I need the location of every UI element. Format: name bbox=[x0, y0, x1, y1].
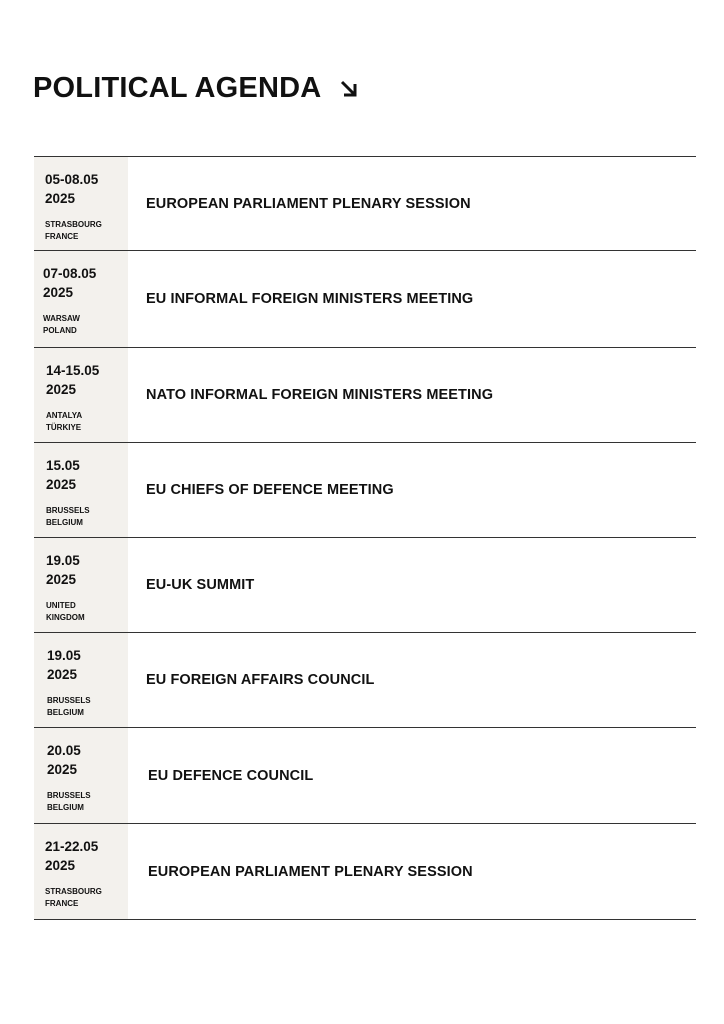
event-date: 14-15.05 bbox=[46, 363, 100, 378]
agenda-row bbox=[34, 632, 696, 727]
date-cell bbox=[34, 157, 128, 250]
date-cell bbox=[34, 348, 128, 442]
date-cell bbox=[34, 443, 128, 537]
event-location bbox=[47, 695, 128, 719]
event-name: EU DEFENCE COUNCIL bbox=[148, 767, 314, 784]
date-cell bbox=[34, 538, 128, 632]
event-name: EUROPEAN PARLIAMENT PLENARY SESSION bbox=[148, 863, 473, 880]
event-city: ANTALYA bbox=[46, 411, 83, 420]
arrow-down-right-icon bbox=[339, 79, 359, 99]
event-year: 2025 bbox=[47, 667, 78, 682]
event-country: BELGIUM bbox=[47, 708, 84, 717]
agenda-row bbox=[34, 250, 696, 347]
agenda-row bbox=[34, 347, 696, 442]
event-location bbox=[45, 886, 128, 910]
event-city: BRUSSELS bbox=[47, 791, 91, 800]
page-title: POLITICAL AGENDA bbox=[33, 72, 322, 104]
event-location bbox=[46, 600, 128, 624]
event-date: 15.05 bbox=[46, 458, 80, 473]
agenda-row bbox=[34, 442, 696, 537]
event-country: KINGDOM bbox=[46, 613, 85, 622]
event-name: EU INFORMAL FOREIGN MINISTERS MEETING bbox=[146, 291, 474, 307]
event-name: EU-UK SUMMIT bbox=[146, 577, 255, 593]
date-cell bbox=[34, 824, 128, 919]
event-date: 19.05 bbox=[46, 553, 80, 568]
event-country: FRANCE bbox=[45, 232, 79, 241]
date-cell bbox=[34, 728, 128, 823]
agenda-row bbox=[34, 823, 696, 920]
event-date: 07-08.05 bbox=[43, 266, 97, 281]
agenda-list bbox=[34, 156, 696, 920]
event-location bbox=[47, 790, 128, 814]
event-name: NATO INFORMAL FOREIGN MINISTERS MEETING bbox=[146, 387, 494, 403]
event-name: EU FOREIGN AFFAIRS COUNCIL bbox=[146, 672, 375, 688]
agenda-row bbox=[34, 156, 696, 250]
event-country: BELGIUM bbox=[47, 803, 84, 812]
event-year: 2025 bbox=[46, 572, 77, 587]
event-date: 19.05 bbox=[47, 648, 81, 663]
event-year: 2025 bbox=[47, 762, 78, 777]
event-name: EUROPEAN PARLIAMENT PLENARY SESSION bbox=[146, 195, 471, 212]
event-year: 2025 bbox=[46, 477, 77, 492]
event-country: FRANCE bbox=[45, 899, 79, 908]
event-year: 2025 bbox=[46, 382, 77, 397]
event-date: 21-22.05 bbox=[45, 839, 99, 854]
event-year: 2025 bbox=[43, 285, 74, 300]
event-location bbox=[46, 505, 128, 529]
event-location bbox=[46, 410, 128, 434]
event-date: 20.05 bbox=[47, 743, 81, 758]
event-location bbox=[43, 313, 128, 337]
event-city: STRASBOURG bbox=[45, 887, 102, 896]
event-name: EU CHIEFS OF DEFENCE MEETING bbox=[146, 482, 394, 498]
agenda-row bbox=[34, 537, 696, 632]
event-city: UNITED bbox=[46, 601, 76, 610]
event-year: 2025 bbox=[45, 858, 76, 873]
event-location bbox=[45, 219, 128, 243]
event-date: 05-08.05 bbox=[45, 172, 99, 187]
page-title-block bbox=[33, 72, 359, 105]
event-city: STRASBOURG bbox=[45, 220, 102, 229]
event-country: TÜRKIYE bbox=[46, 423, 82, 432]
date-cell bbox=[34, 251, 128, 347]
date-cell bbox=[34, 633, 128, 727]
event-city: WARSAW bbox=[43, 314, 80, 323]
event-country: POLAND bbox=[43, 326, 77, 335]
event-year: 2025 bbox=[45, 191, 76, 206]
event-city: BRUSSELS bbox=[47, 696, 91, 705]
event-country: BELGIUM bbox=[46, 518, 83, 527]
event-city: BRUSSELS bbox=[46, 506, 90, 515]
agenda-row bbox=[34, 727, 696, 823]
